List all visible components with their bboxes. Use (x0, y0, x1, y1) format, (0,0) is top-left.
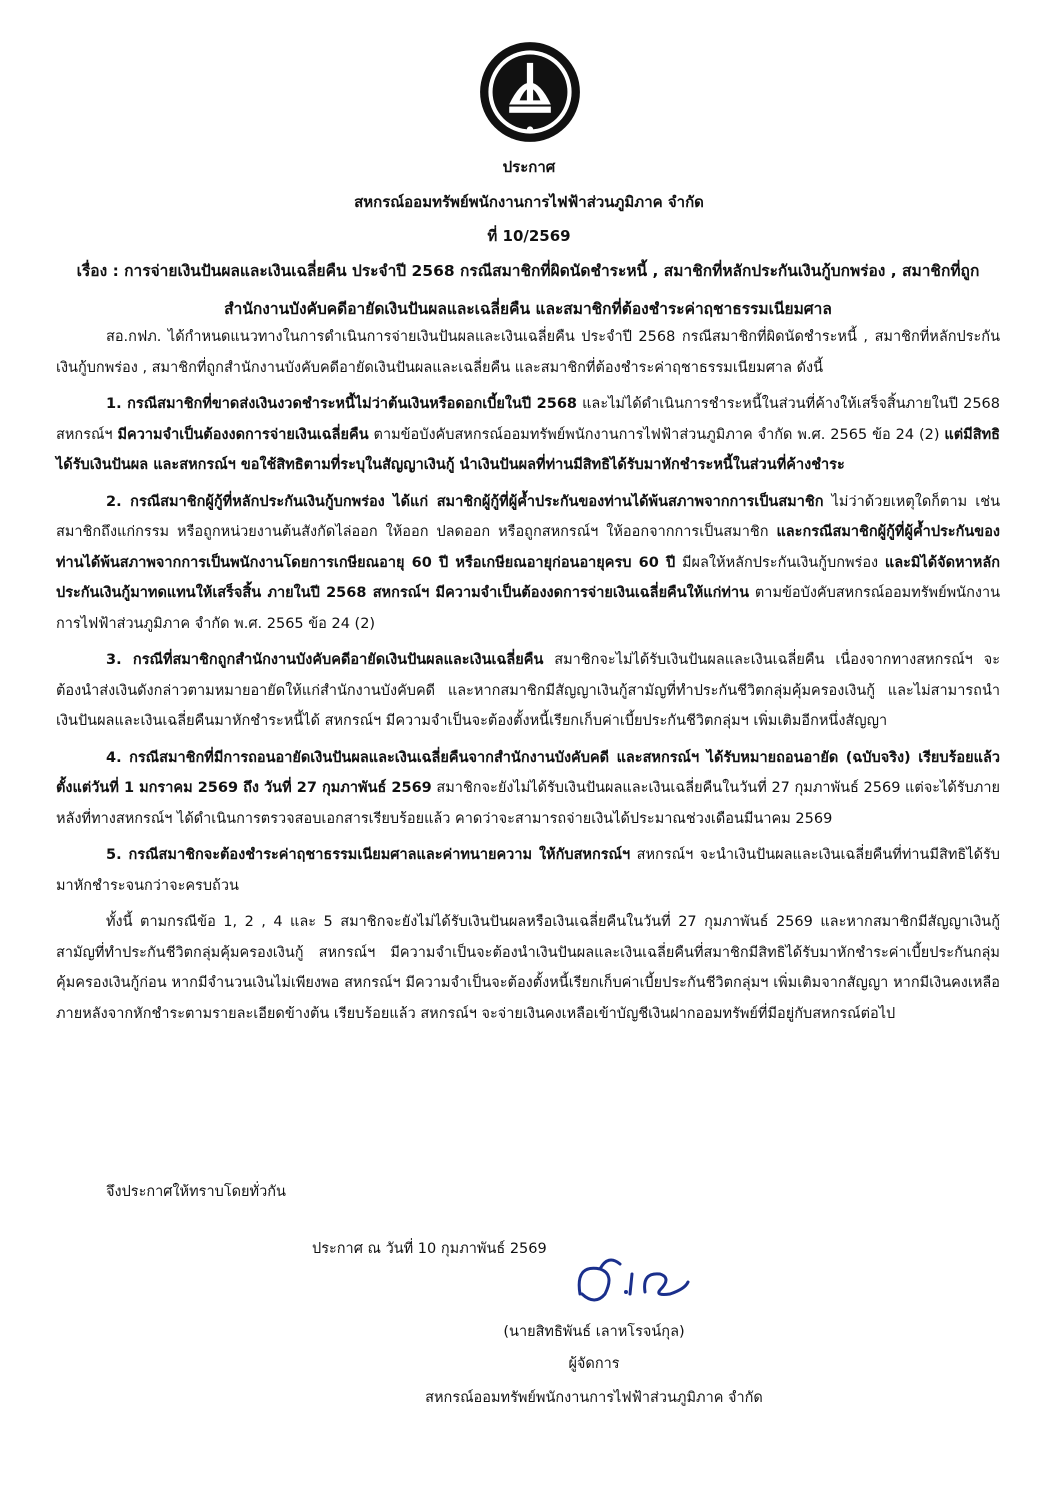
announcement-number: ที่ 10/2569 (487, 227, 571, 245)
announcement-body (56, 322, 1000, 1035)
item-2-bold-3: และมิได้จัดหาหลักประกันเงินกู้มาทดแทนให้เสร็จสิ้น ภายในปี 2568 สหกรณ์ฯ มีความจำเป็นต้องงดการจ่ายเงินเฉลี่ยคืนให้แก่ท่าน (56, 554, 1000, 601)
item-5-bold-1: 5. กรณีสมาชิกจะต้องชำระค่าฤชาธรรมเนียมศาลและค่าทนายความ ให้กับสหกรณ์ฯ (106, 847, 631, 863)
item-5-text-1: สหกรณ์ฯ จะนำเงินปันผลและเงินเฉลี่ยคืนที่ท่านมีสิทธิได้รับมาหักชำระจนกว่าจะครบถ้วน (56, 847, 1000, 894)
intro-paragraph: สอ.กฟภ. ได้กำหนดแนวทางในการดำเนินการจ่ายเงินปันผลและเงินเฉลี่ยคืน ประจำปี 2568 กรณีสมาชิกที่ผิดนัดชำระหนี้ , สมาชิกที่หลักประกันเงินกู้บกพร่อง , สมาชิกที่ถูกสำนักงานบังคับคดีอายัดเงินปันผลและเฉลี่ยคืน และสมาชิกที่ต้องชำระค่าฤชาธรรมเนียมศาล ดังนี้ (56, 329, 1000, 376)
item-4-bold-1: 4. กรณีสมาชิกที่มีการถอนอายัดเงินปันผลและเงินเฉลี่ยคืนจากสำนักงานบังคับคดี และสหกรณ์ฯ ได้รับหมายถอนอายัด (ฉบับจริง) เรียบร้อยแล้ว ตั้งแต่วันที่ 1 มกราคม 2569 ถึง วันที่ 27 กุมภาพันธ์ 2569 (56, 749, 1000, 796)
item-1-bold-2: มีความจำเป็นต้องงดการจ่ายเงินเฉลี่ยคืน (117, 426, 369, 443)
cooperative-seal-logo (478, 40, 582, 144)
signatory-name: (นายสิทธิพันธ์ เลาหโรจน์กุล) (503, 1324, 685, 1340)
signatory-position: ผู้จัดการ (568, 1356, 620, 1372)
item-2-text-2: มีผลให้หลักประกันเงินกู้บกพร่อง (675, 554, 885, 571)
item-3-bold-1: 3. กรณีที่สมาชิกถูกสำนักงานบังคับคดีอายัดเงินปันผลและเงินเฉลี่ยคืน (106, 652, 544, 668)
subject-line: เรื่อง : การจ่ายเงินปันผลและเงินเฉลี่ยคืน ประจำปี 2568 กรณีสมาชิกที่ผิดนัดชำระหนี้ , สมาชิกที่หลักประกันเงินกู้บกพร่อง , สมาชิกที่ถูกสำนักงานบังคับคดีอายัดเงินปันผลและเฉลี่ยคืน และสมาชิกที่ต้องชำระค่าฤชาธรรมเนียมศาล (76, 262, 980, 318)
signatory-organization: สหกรณ์ออมทรัพย์พนักงานการไฟฟ้าส่วนภูมิภาค จำกัด (425, 1390, 763, 1406)
item-4-paragraph (56, 743, 1000, 835)
item-1-text-2: ตามข้อบังคับสหกรณ์ออมทรัพย์พนักงานการไฟฟ้าส่วนภูมิภาค จำกัด พ.ศ. 2565 ข้อ 24 (2) (368, 426, 945, 443)
item-3-paragraph (56, 645, 1000, 737)
item-2-text-1: ไม่ว่าด้วยเหตุใดก็ตาม เช่น สมาชิกถึงแก่กรรม หรือถูกหน่วยงานต้นสังกัดไล่ออก ให้ออก ปลดออก หรือถูกสหกรณ์ฯ ให้ออกจากการเป็นสมาชิก (56, 493, 1000, 540)
summary-paragraph: ทั้งนี้ ตามกรณีข้อ 1, 2 , 4 และ 5 สมาชิกจะยังไม่ได้รับเงินปันผลหรือเงินเฉลี่ยคืนในวันที่ 27 กุมภาพันธ์ 2569 และหากสมาชิกมีสัญญาเงินกู้สามัญที่ทำประกันชีวิตกลุ่มคุ้มครองเงินกู้ สหกรณ์ฯ มีความจำเป็นจะต้องนำเงินปันผลและเงินเฉลี่ยคืนที่สมาชิกมีสิทธิได้รับมาหักชำระค่าเบี้ยประกันกลุ่มคุ้มครองเงินกู้ก่อน หากมีจำนวนเงินไม่เพียงพอ สหกรณ์ฯ มีความจำเป็นจะต้องตั้งหนี้เรียกเก็บค่าเบี้ยประกันชีวิตกลุ่มฯ เพิ่มเติมจากสัญญา หากมีเงินคงเหลือภายหลังจากหักชำระตามรายละเอียดข้างต้น เรียบร้อยแล้ว สหกรณ์ฯ จะจ่ายเงินคงเหลือเข้าบัญชีเงินฝากออมทรัพย์ที่มีอยู่กับสหกรณ์ต่อไป (56, 914, 1000, 1022)
item-3-text-1: สมาชิกจะไม่ได้รับเงินปันผลและเงินเฉลี่ยคืน เนื่องจากทางสหกรณ์ฯ จะต้องนำส่งเงินดังกล่าวตามหมายอายัดให้แก่สำนักงานบังคับคดี และหากสมาชิกมีสัญญาเงินกู้สามัญที่ทำประกันชีวิตกลุ่มคุ้มครองเงินกู้ และไม่สามารถนำเงินปันผลและเงินเฉลี่ยคืนมาหักชำระหนี้ได้ สหกรณ์ฯ มีความจำเป็นจะต้องตั้งหนี้เรียกเก็บค่าเบี้ยประกันชีวิตกลุ่มฯ เพิ่มเติมอีกหนึ่งสัญญา (56, 652, 1000, 729)
item-1-bold-3: แต่มีสิทธิได้รับเงินปันผล และสหกรณ์ฯ ขอใช้สิทธิตามที่ระบุในสัญญาเงินกู้ นำเงินปันผลที่ท่านมีสิทธิได้รับมาหักชำระหนี้ในส่วนที่ค้างชำระ (56, 426, 1000, 473)
item-1-text-1: และไม่ได้ดำเนินการชำระหนี้ในส่วนที่ค้างให้เสร็จสิ้นภายในปี 2568 สหกรณ์ฯ (56, 396, 1000, 443)
item-5-paragraph (56, 840, 1000, 901)
organization-name: สหกรณ์ออมทรัพย์พนักงานการไฟฟ้าส่วนภูมิภาค จำกัด (354, 193, 704, 211)
item-1-paragraph (56, 389, 1000, 481)
closing-statement: จึงประกาศให้ทราบโดยทั่วกัน (106, 1184, 286, 1200)
handwritten-signature (560, 1244, 700, 1314)
item-2-paragraph (56, 487, 1000, 640)
signature-date: ประกาศ ณ วันที่ 10 กุมภาพันธ์ 2569 (312, 1241, 547, 1257)
item-2-text-3: ตามข้อบังคับสหกรณ์ออมทรัพย์พนักงานการไฟฟ้าส่วนภูมิภาค จำกัด พ.ศ. 2565 ข้อ 24 (2) (56, 585, 1000, 632)
announcement-heading: ประกาศ (502, 158, 556, 176)
item-1-bold-1: 1. กรณีสมาชิกที่ขาดส่งเงินงวดชำระหนี้ไม่ว่าต้นเงินหรือดอกเบี้ยในปี 2568 (106, 396, 577, 412)
item-2-bold-2: และกรณีสมาชิกผู้กู้ที่ผู้ค้ำประกันของท่านได้พ้นสภาพจากการเป็นพนักงานโดยการเกษียณอายุ 60 ปี หรือเกษียณอายุก่อนอายุครบ 60 ปี (56, 524, 1000, 571)
item-2-bold-1: 2. กรณีสมาชิกผู้กู้ที่หลักประกันเงินกู้บกพร่อง ได้แก่ สมาชิกผู้กู้ที่ผู้ค้ำประกันของท่านได้พ้นสภาพจากการเป็นสมาชิก (106, 493, 824, 510)
item-4-text-1: สมาชิกจะยังไม่ได้รับเงินปันผลและเงินเฉลี่ยคืนในวันที่ 27 กุมภาพันธ์ 2569 แต่จะได้รับภายหลังที่ทางสหกรณ์ฯ ได้ดำเนินการตรวจสอบเอกสารเรียบร้อยแล้ว คาดว่าจะสามารถจ่ายเงินได้ประมาณช่วงเดือนมีนาคม 2569 (56, 780, 1000, 827)
